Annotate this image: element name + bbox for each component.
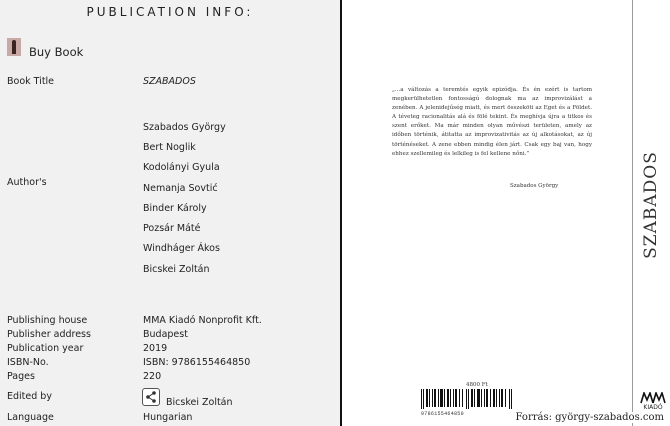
publication-info-header: PUBLICATION INFO: [86, 5, 254, 19]
author-item[interactable]: Pozsár Máté [143, 223, 201, 234]
publishing-house-label: Publishing house [7, 315, 88, 326]
authors-label: Author's [7, 177, 47, 188]
quote-author: Szabados György [510, 183, 559, 189]
book-title-value: SZABADOS [143, 76, 196, 87]
pages-label: Pages [7, 371, 35, 382]
language-label: Language [7, 412, 54, 423]
publication-year-value: 2019 [143, 343, 168, 354]
author-item[interactable]: Nemanja Sovtić [143, 183, 218, 194]
author-item[interactable]: Binder Károly [143, 203, 207, 214]
price-label: 4800 Ft [466, 382, 488, 388]
barcode-number: 9786155464850 [421, 411, 464, 417]
image-source-caption: Forrás: györgy-szabados.com [515, 412, 664, 423]
mma-logo-icon [640, 392, 666, 404]
publishing-house-value: MMA Kiadó Nonprofit Kft. [143, 315, 262, 326]
publisher-logo-text: KIADÓ [643, 404, 663, 411]
publisher-address-label: Publisher address [7, 329, 91, 340]
book-thumbnail[interactable] [7, 38, 21, 56]
language-value: Hungarian [143, 412, 193, 423]
author-item[interactable]: Szabados György [143, 122, 226, 133]
back-cover-quote: „...a változás a teremtés egyik epizódja. És én ezért is tartom megkerülhetetlen fontosságú dolognak ma az improvizálást a zenében. A jelenidejűség miatt, és mert összeköti az Eget és a Földet. A téveteg racionalitás alá és fölé tekint. És meghívja újra a titkos és szent erőket. Ma már minden olyan művészi területen, amely az időben történik, átitatta az improvizativitás az új alkotásokat, az új történéseket. A zene ebben mindig élen járt. Csak egy baj van, hogy ehhez szellemileg és lelkileg is fel kellene nőni.” [392, 87, 592, 157]
edited-by-value[interactable]: Bicskei Zoltán [166, 397, 233, 408]
author-item[interactable]: Bert Noglik [143, 142, 196, 153]
edited-by-label: Edited by [7, 391, 52, 402]
barcode-icon [421, 389, 513, 409]
book-back-cover [342, 0, 632, 426]
spine-title: SZABADOS [641, 151, 661, 259]
author-item[interactable]: Windháger Ákos [143, 243, 220, 254]
author-item[interactable]: Bicskei Zoltán [143, 264, 210, 275]
isbn-label: ISBN-No. [7, 357, 49, 368]
book-title-label: Book Title [7, 76, 55, 87]
pages-value: 220 [143, 371, 162, 382]
buy-book-link[interactable]: Buy Book [29, 45, 84, 59]
publication-year-label: Publication year [7, 343, 84, 354]
author-item[interactable]: Kodolányi Gyula [143, 162, 220, 173]
publisher-address-value: Budapest [143, 329, 188, 340]
isbn-value: ISBN: 9786155464850 [143, 357, 251, 368]
share-icon[interactable] [142, 388, 160, 406]
